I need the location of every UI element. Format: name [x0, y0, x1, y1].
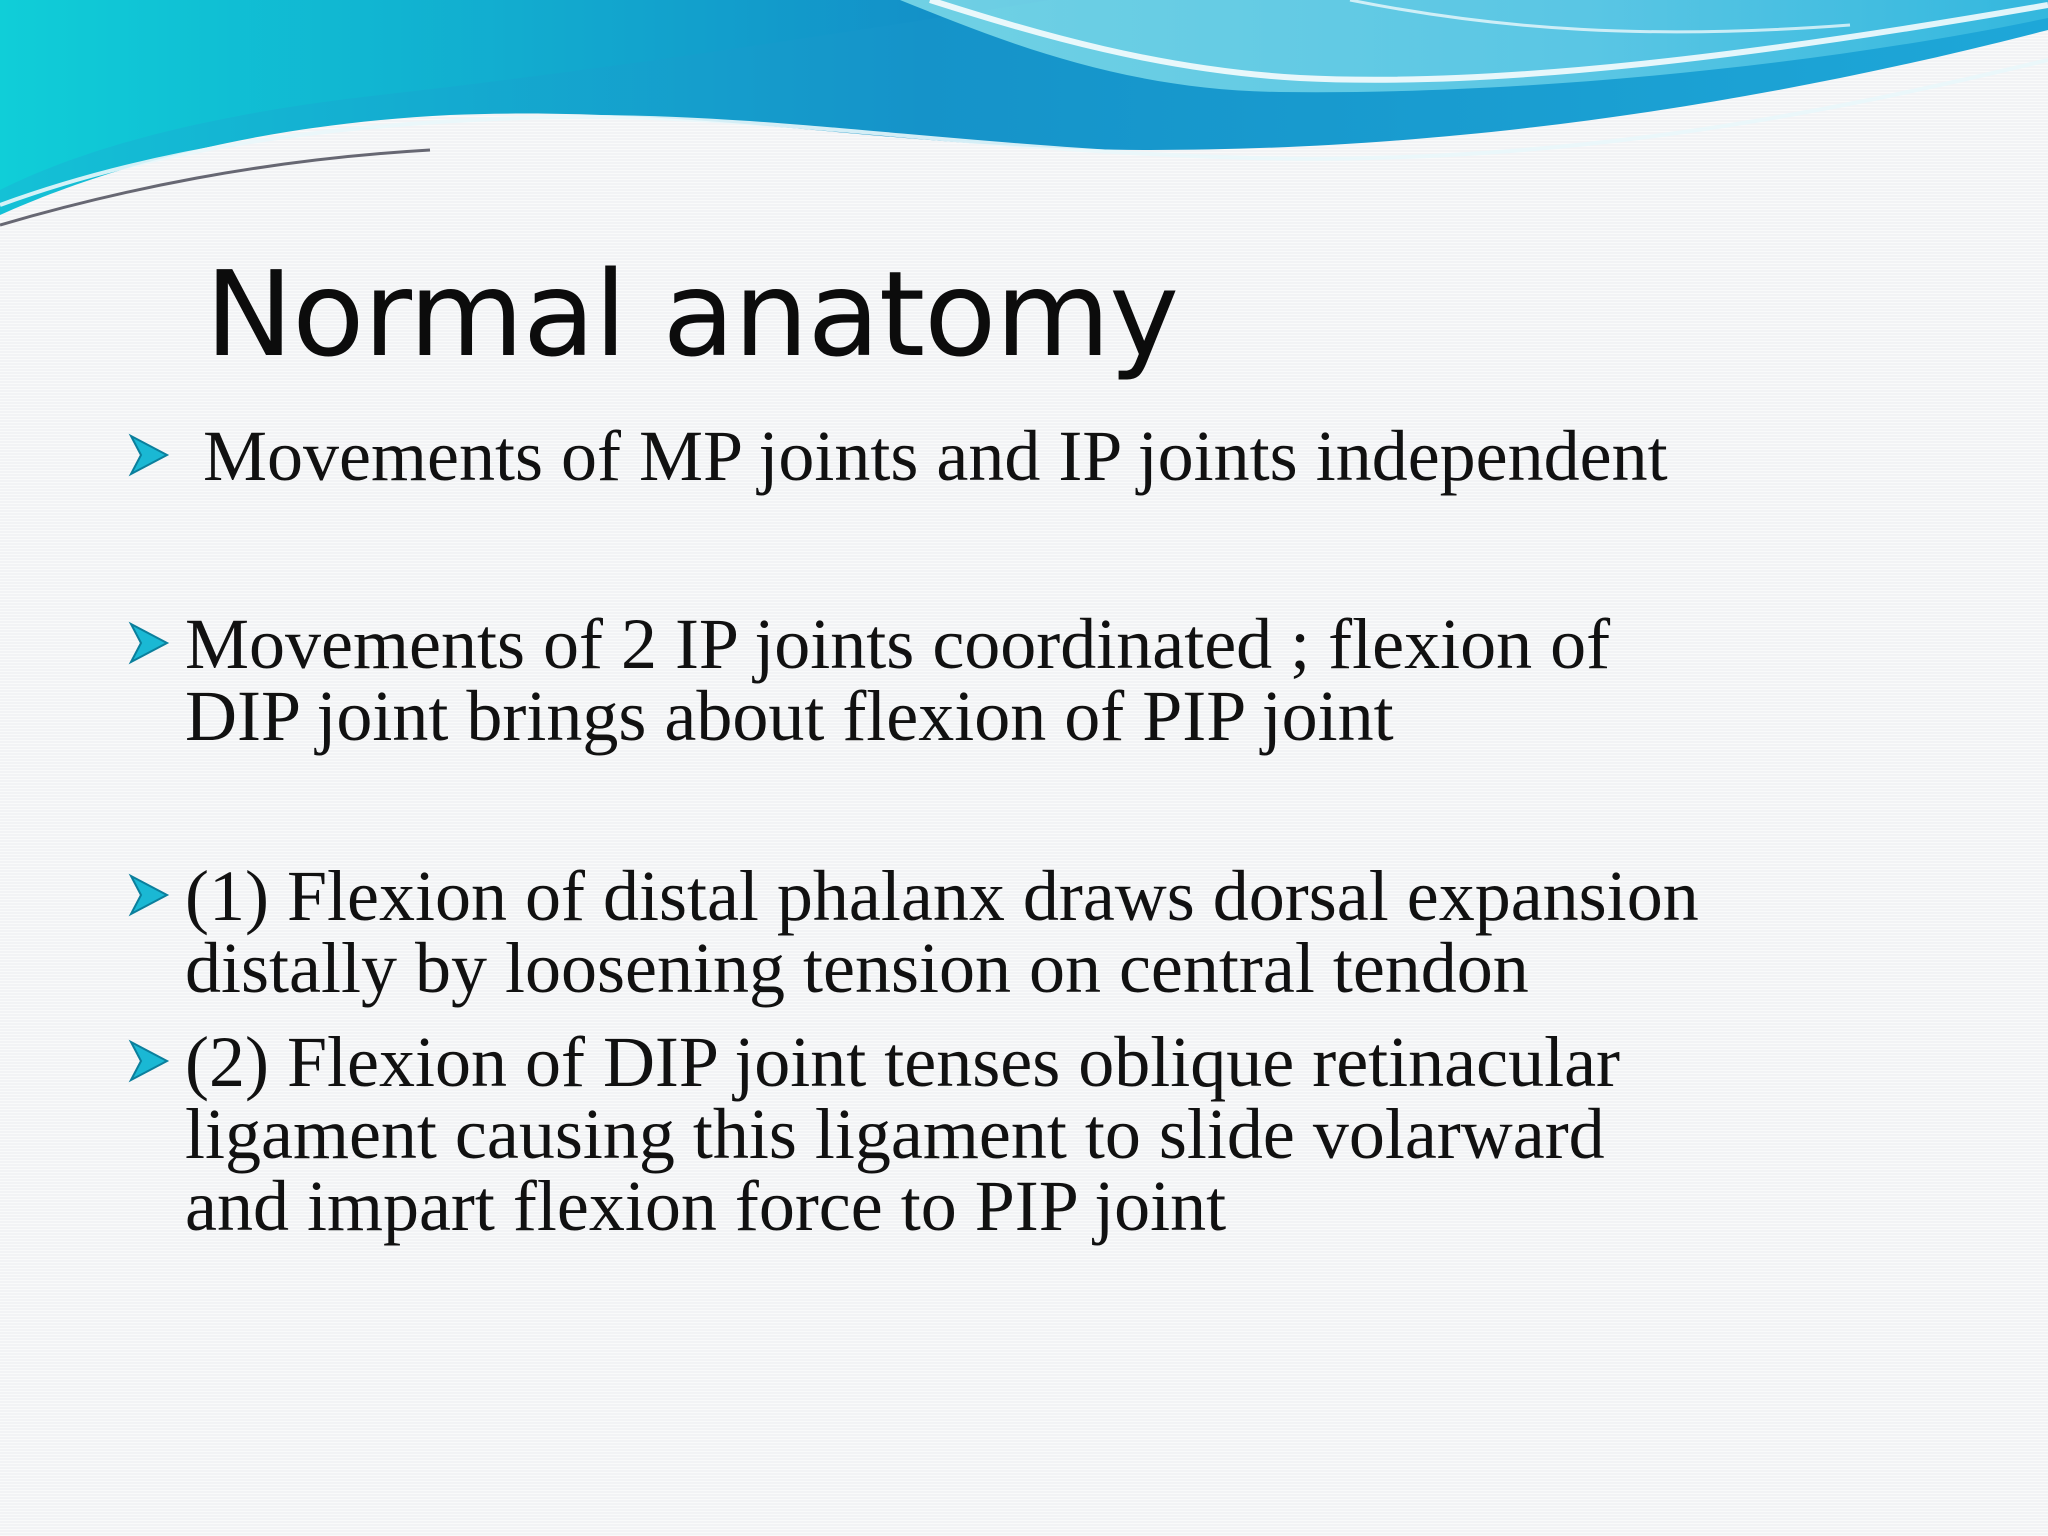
bullet-text [185, 604, 1611, 756]
bullet-line: (1) Flexion of distal phalanx draws dorsal expansion [185, 856, 1699, 936]
arrowhead-bullet-icon [127, 873, 171, 917]
arrowhead-bullet-icon [127, 1039, 171, 1083]
bullet-text [203, 416, 1668, 496]
bullet-text [185, 856, 1699, 1008]
header-wave-decoration [0, 0, 2048, 260]
bullet-line: distally by loosening tension on central tendon [185, 928, 1529, 1008]
bullet-line: DIP joint brings about flexion of PIP joint [185, 676, 1394, 756]
bullet-line: Movements of 2 IP joints coordinated ; flexion of [185, 604, 1611, 684]
arrowhead-bullet-icon [127, 621, 171, 665]
bullet-text [185, 1022, 1621, 1246]
bullet-line: and impart flexion force to PIP joint [185, 1166, 1227, 1246]
slide-title: Normal anatomy [205, 245, 1179, 383]
bullet-line: (2) Flexion of DIP joint tenses oblique retinacular [185, 1022, 1621, 1102]
bullet-line: Movements of MP joints and IP joints independent [203, 416, 1668, 496]
arrowhead-bullet-icon [127, 433, 171, 477]
bullet-line: ligament causing this ligament to slide volarward [185, 1094, 1605, 1174]
